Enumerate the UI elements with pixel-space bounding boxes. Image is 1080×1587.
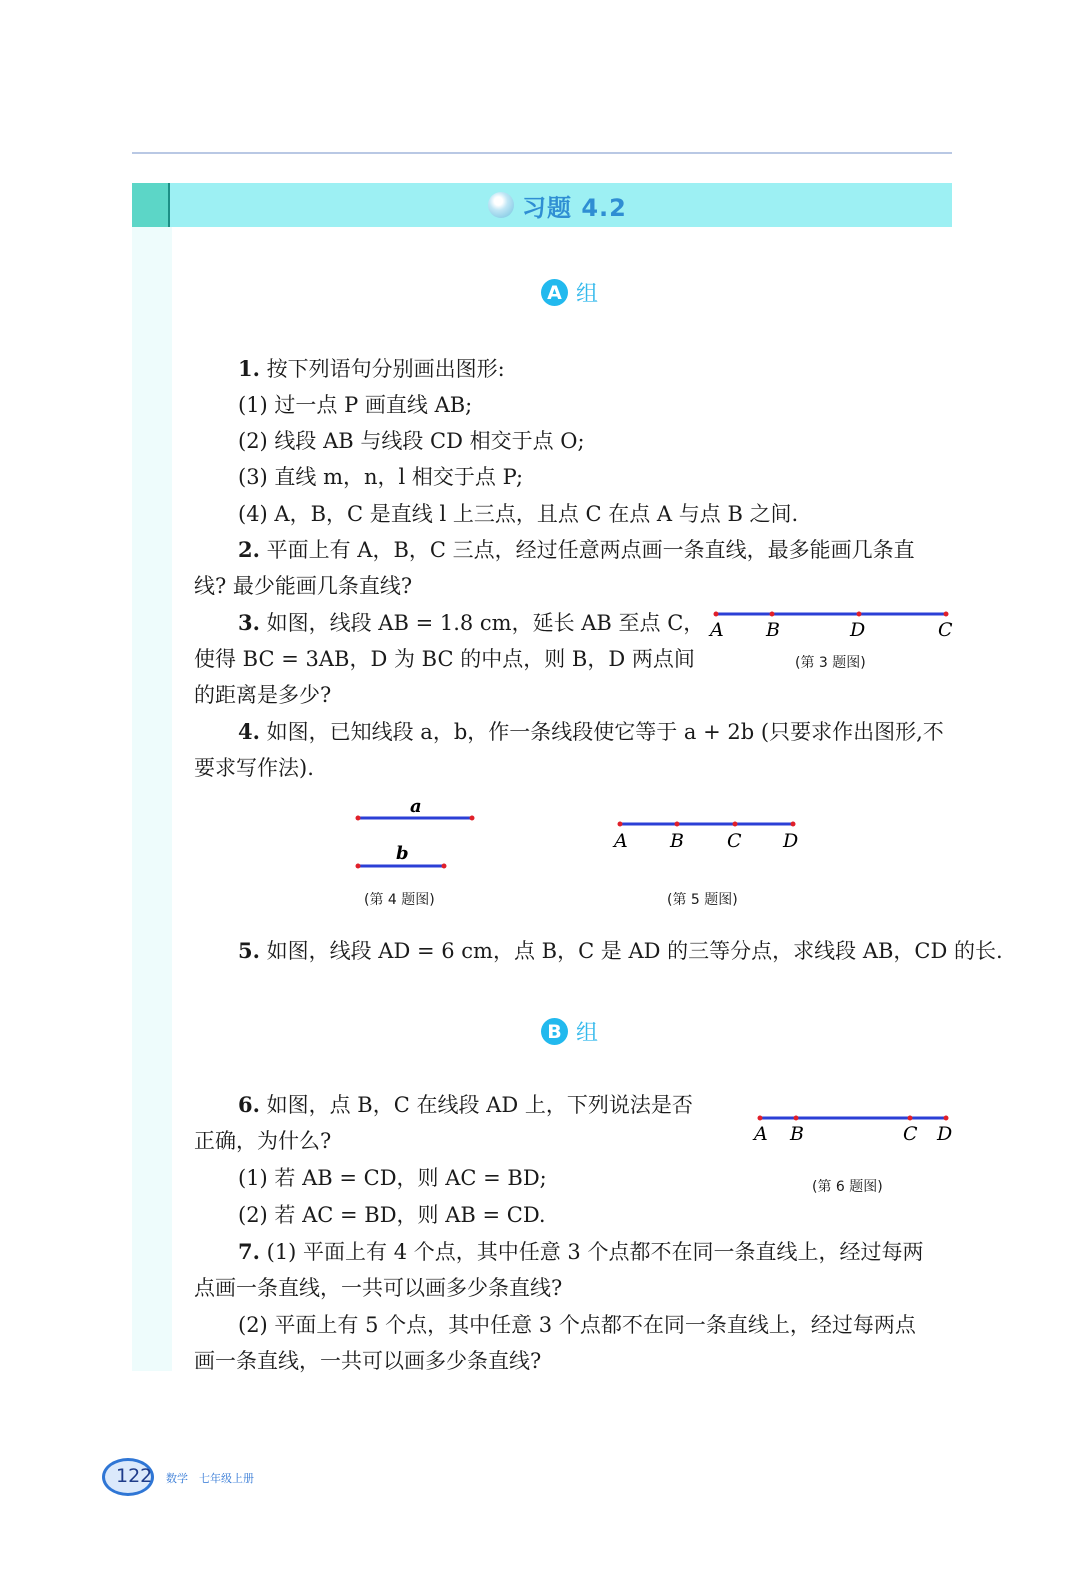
fig3-label: D	[850, 619, 866, 641]
lightbulb-icon	[488, 192, 514, 218]
fig6-label: C	[903, 1123, 918, 1145]
fig5-point	[675, 822, 680, 827]
problem-1-part-3: (3) 直线 m，n，l 相交于点 P;	[238, 465, 524, 489]
problem-7-line-4: 画一条直线，一共可以画多少条直线?	[194, 1349, 542, 1373]
problem-1-part-4: (4) A，B，C 是直线 l 上三点，且点 C 在点 A 与点 B 之间.	[238, 502, 799, 526]
header-left-tab	[132, 183, 170, 227]
figure-4-caption: (第 4 题图)	[364, 892, 435, 908]
problem-7-line-1: 7. (1) 平面上有 4 个点，其中任意 3 个点都不在同一条直线上，经过每两	[238, 1239, 924, 1264]
problem-3-line-2: 使得 BC = 3AB，D 为 BC 的中点，则 B，D 两点间	[194, 647, 695, 671]
fig5-label: A	[614, 830, 628, 852]
figure-3-caption: (第 3 题图)	[795, 655, 866, 671]
fig5-label: B	[670, 830, 684, 852]
side-band	[132, 226, 172, 1371]
fig4-label-b: b	[396, 843, 409, 864]
fig3-point	[944, 612, 949, 617]
problem-6-line-1: 6. 如图，点 B，C 在线段 AD 上，下列说法是否	[238, 1092, 693, 1117]
group-b-badge: B	[541, 1018, 568, 1045]
problem-3-line-1: 3. 如图，线段 AB = 1.8 cm，延长 AB 至点 C，	[238, 610, 705, 635]
fig5-label: C	[727, 830, 742, 852]
fig3-point	[714, 612, 719, 617]
fig3-point	[770, 612, 775, 617]
problem-6-line-2: 正确，为什么?	[194, 1129, 332, 1153]
fig6-point	[758, 1116, 763, 1121]
group-a-badge: A	[541, 279, 568, 306]
fig6-point	[794, 1116, 799, 1121]
fig5-point	[791, 822, 796, 827]
fig5-label: D	[783, 830, 799, 852]
problem-1-part-2: (2) 线段 AB 与线段 CD 相交于点 O;	[238, 429, 585, 453]
fig4-point	[442, 864, 447, 869]
figure-6-caption: (第 6 题图)	[812, 1179, 883, 1195]
figure-5	[610, 812, 810, 857]
problem-7-line-2: 点画一条直线，一共可以画多少条直线?	[194, 1276, 563, 1300]
fig6-label: D	[937, 1123, 953, 1145]
exercise-title: 习题 4.2	[522, 193, 627, 222]
problem-4-line-2: 要求写作法).	[194, 756, 314, 780]
problem-6-part-2: (2) 若 AC = BD，则 AB = CD.	[238, 1203, 546, 1227]
fig6-point	[908, 1116, 913, 1121]
group-b-label: 组	[576, 1021, 599, 1046]
fig4-point	[356, 864, 361, 869]
problem-6-part-1: (1) 若 AB = CD，则 AC = BD;	[238, 1166, 547, 1190]
group-b-heading	[541, 1016, 598, 1047]
fig5-point	[733, 822, 738, 827]
page-number: 122	[116, 1465, 153, 1487]
problem-7-line-3: (2) 平面上有 5 个点，其中任意 3 个点都不在同一条直线上，经过每两点	[238, 1313, 916, 1337]
problem-1-stem: 1. 按下列语句分别画出图形:	[238, 356, 505, 381]
problem-4-line-1: 4. 如图，已知线段 a，b，作一条线段使它等于 a + 2b (只要求作出图形,不	[238, 719, 944, 744]
fig6-label: B	[790, 1123, 804, 1145]
problem-2-line-2: 线? 最少能画几条直线?	[194, 574, 413, 598]
fig5-point	[618, 822, 623, 827]
figure-5-caption: (第 5 题图)	[667, 892, 738, 908]
fig4-point	[470, 816, 475, 821]
fig6-point	[944, 1116, 949, 1121]
figure-3	[700, 600, 960, 650]
fig3-point	[857, 612, 862, 617]
group-a-label: 组	[576, 282, 599, 307]
group-a-heading	[541, 277, 598, 308]
fig4-point	[356, 816, 361, 821]
exercise-header	[488, 189, 627, 221]
problem-3-line-3: 的距离是多少?	[194, 683, 332, 707]
problem-1-part-1: (1) 过一点 P 画直线 AB;	[238, 393, 473, 417]
book-title: 数学 七年级上册	[166, 1472, 254, 1485]
fig4-label-a: a	[410, 796, 422, 817]
figure-4	[350, 792, 490, 877]
fig3-label: B	[766, 619, 780, 641]
figure-6	[748, 1104, 963, 1149]
problem-5-line-1: 5. 如图，线段 AD = 6 cm，点 B，C 是 AD 的三等分点，求线段 AB，CD 的长.	[238, 938, 1003, 963]
fig3-label: A	[710, 619, 724, 641]
top-rule	[132, 152, 952, 154]
fig3-label: C	[938, 619, 953, 641]
fig6-label: A	[754, 1123, 768, 1145]
problem-2-line-1: 2. 平面上有 A，B，C 三点，经过任意两点画一条直线，最多能画几条直	[238, 537, 915, 562]
